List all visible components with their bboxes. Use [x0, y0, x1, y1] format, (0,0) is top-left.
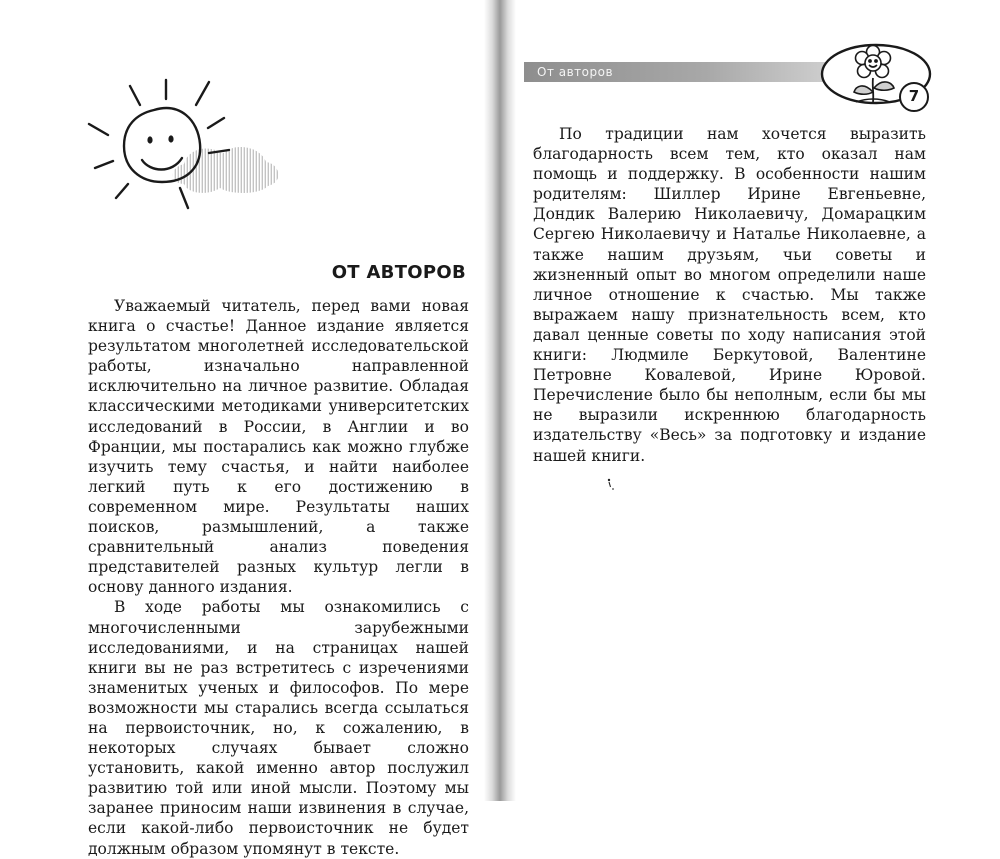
- paragraph: Уважаемый читатель, перед вами новая книга о счастье! Данное издание является результатом многолетней исследовательской работы, изначально направленной исключительно на личное развитие. Обладая классическими методиками университетских исследований в России, в Англии и во Франции, мы постарались как можно глубже изучить тему счастья, и найти наиболее легкий путь к его достижению в современном мире. Результаты наших поисков, размышлений, а также сравнительный анализ поведения представителей разных культур легли в основу данного издания.: [88, 297, 469, 597]
- book-gutter: [484, 0, 516, 801]
- paragraph: По традиции нам хочется выразить благодарность всем тем, кто оказал нам помощь и поддержку. В особенности нашим родителям: Шиллер Ирине Евгеньевне, Дондик Валерию Николаевичу, Домарацким Сергею Николаевичу и Наталье Николаевне, а также нашим друзьям, чьи советы и жизненный опыт во многом определили наше личное отношение к счастью. Мы также выражаем нашу признательность всем, кто давал ценные советы по ходу написания этой книги: Людмиле Беркутовой, Валентине Петровне Ковалевой, Ирине Юровой. Перечисление было бы неполным, если бы мы не выразили искреннюю благодарность издательству «Весь» за подготовку и издание нашей книги.: [533, 125, 926, 465]
- paragraph: В ходе работы мы ознакомились с многочисленными зарубежными исследованиями, и на страницах нашей книги вы не раз встретитесь с изречениями знаменитых ученых и философов. По мере возможности мы старались всегда ссылаться на первоисточник, но, к сожалению, в некоторых случаях бывает сложно установить, какой именно автор послужил развитию той или иной мысли. Поэтому мы заранее приносим наши извинения в случае, если какой-либо первоисточник не будет должным образом упомянут в тексте.: [88, 598, 469, 858]
- running-header-label: От авторов: [537, 65, 614, 79]
- print-speck: [606, 478, 616, 492]
- left-body-text: [88, 296, 469, 859]
- cloud-shape: [173, 147, 279, 193]
- sun-illustration: [84, 72, 294, 222]
- page-number: 7: [899, 82, 929, 112]
- section-heading: ОТ АВТОРОВ: [331, 262, 466, 283]
- right-body-text: [533, 124, 926, 466]
